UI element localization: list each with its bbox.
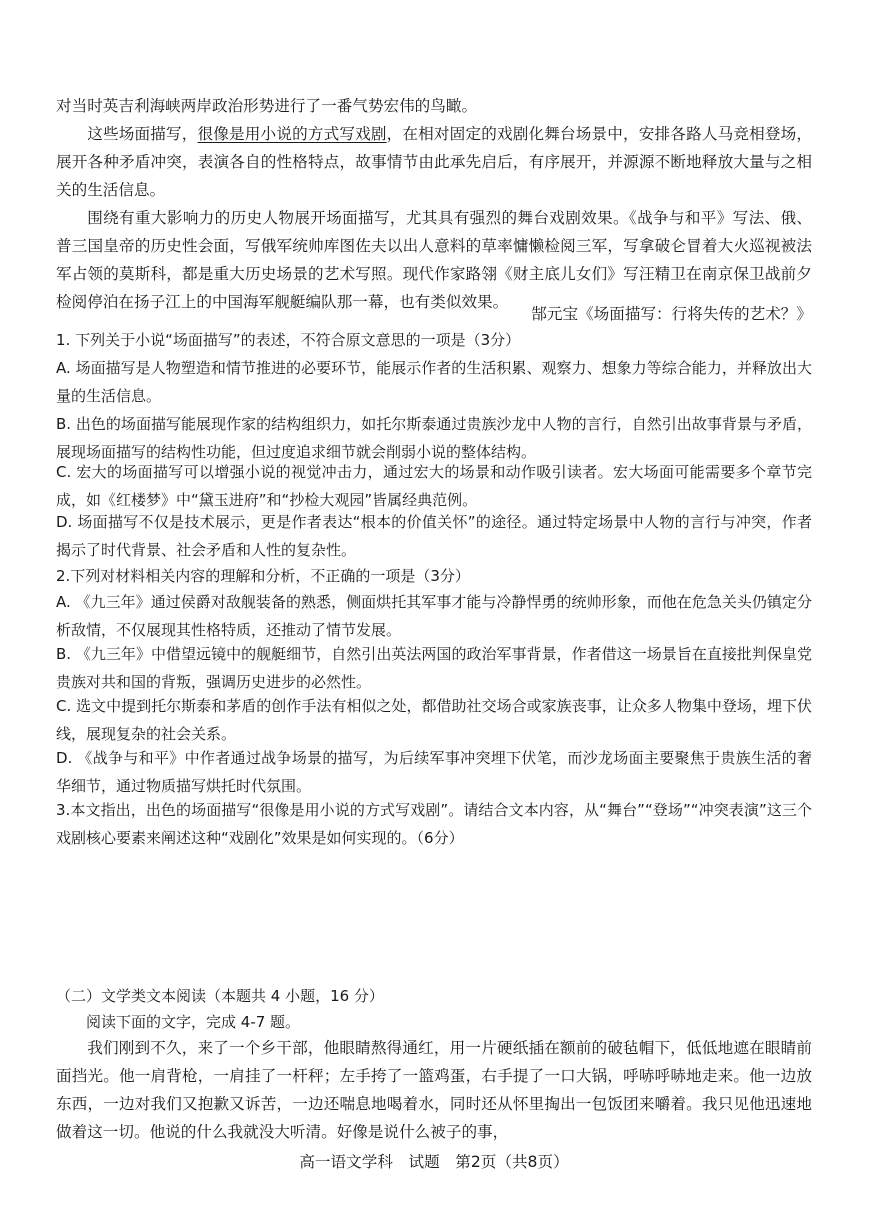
passage-paragraph-2 (56, 120, 812, 204)
underlined-quote: 很像是用小说的方式写戏剧 (197, 125, 387, 143)
question-2-option-d: D. 《战争与和平》中作者通过战争场景的描写，为后续军事冲突埋下伏笔，而沙龙场面主要聚焦于贵族生活的奢华细节，通过物质描写烘托时代氛围。 (56, 749, 812, 795)
question-2-option-a: A. 《九三年》通过侯爵对敌舰装备的熟悉，侧面烘托其军事才能与冷静悍勇的统帅形象，而他在危急关头仍镇定分析敌情，不仅展现其性格特质，还推动了情节发展。 (56, 593, 812, 639)
question-1-stem: 1. 下列关于小说“场面描写”的表述，不符合原文意思的一项是（3分） (56, 331, 521, 349)
section-2-heading: （二）文学类文本阅读（本题共 4 小题，16 分） (56, 987, 384, 1005)
passage-paragraph-1: 对当时英吉利海峡两岸政治形势进行了一番气势宏伟的鸟瞰。 (56, 97, 478, 115)
question-2-option-c: C. 选文中提到托尔斯泰和茅盾的创作手法有相似之处，都借助社交场合或家族丧事，让众多人物集中登场，埋下伏线，展现复杂的社会关系。 (56, 697, 812, 743)
question-3-stem: 3.本文指出，出色的场面描写“很像是用小说的方式写戏剧”。请结合文本内容，从“舞台”“登场”“冲突表演”这三个戏剧核心要素来阐述这种“戏剧化”效果是如何实现的。（6分） (56, 801, 812, 847)
question-1-option-d: D. 场面描写不仅是技术展示，更是作者表达“根本的价值关怀”的途径。通过特定场景中人物的言行与冲突，作者揭示了时代背景、社会矛盾和人性的复杂性。 (56, 513, 812, 559)
question-1-option-c: C. 宏大的场面描写可以增强小说的视觉冲击力，通过宏大的场景和动作吸引读者。宏大场面可能需要多个章节完成，如《红楼梦》中“黛玉进府”和“抄检大观园”皆属经典范例。 (56, 463, 812, 509)
source-attribution: 郜元宝《场面描写：行将失传的艺术？》 (531, 305, 812, 323)
question-2-option-b: B. 《九三年》中借望远镜中的舰艇细节，自然引出英法两国的政治军事背景，作者借这一场景旨在直接批判保皇党贵族对共和国的背叛，强调历史进步的必然性。 (56, 645, 812, 691)
paragraph-2-lead: 这些场面描写， (87, 125, 198, 143)
paragraph-2-rest: ，在相对固定的戏剧化舞台场景中，安排各路人马竞相登场，展开各种矛盾冲突，表演各自的性格特点，故事情节由此承先启后，有序展开，并源源不断地释放大量与之相关的生活信息。 (56, 125, 812, 199)
story-paragraph: 我们刚到不久，来了一个乡干部，他眼睛熬得通红，用一片硬纸插在额前的破毡帽下，低低地遮在眼睛前面挡光。他一肩背枪，一肩挂了一杆秤；左手挎了一篮鸡蛋，右手提了一口大锅，呼哧呼哧地走来。他一边放东西，一边对我们又抱歉又诉苦，一边还喘息地喝着水，同时还从怀里掏出一包饭团来嚼着。我只见他迅速地做着这一切。他说的什么我就没大听清。好像是说什么被子的事， (56, 1039, 812, 1141)
question-1-option-b: B. 出色的场面描写能展现作家的结构组织力，如托尔斯泰通过贵族沙龙中人物的言行，自然引出故事背景与矛盾，展现场面描写的结构性功能，但过度追求细节就会削弱小说的整体结构。 (56, 415, 812, 461)
question-1-option-a: A. 场面描写是人物塑造和情节推进的必要环节，能展示作者的生活积累、观察力、想象力等综合能力，并释放出大量的生活信息。 (56, 359, 812, 405)
exam-page (56, 0, 812, 1230)
question-2-stem: 2.下列对材料相关内容的理解和分析，不正确的一项是（3分） (56, 567, 470, 585)
page-footer: 高一语文学科 试题 第2页（共8页） (299, 1153, 569, 1171)
section-2-instruction: 阅读下面的文字，完成 4-7 题。 (86, 1013, 301, 1031)
passage-paragraph-3: 围绕有重大影响力的历史人物展开场面描写，尤其具有强烈的舞台戏剧效果。《战争与和平》写法、俄、普三国皇帝的历史性会面，写俄军统帅库图佐夫以出人意料的草率慵懒检阅三军，写拿破仑冒着大火巡视被法军占领的莫斯科，都是重大历史场景的艺术写照。现代作家路翎《财主底儿女们》写汪精卫在南京保卫战前夕检阅停泊在扬子江上的中国海军舰艇编队那一幕，也有类似效果。 (56, 209, 812, 311)
